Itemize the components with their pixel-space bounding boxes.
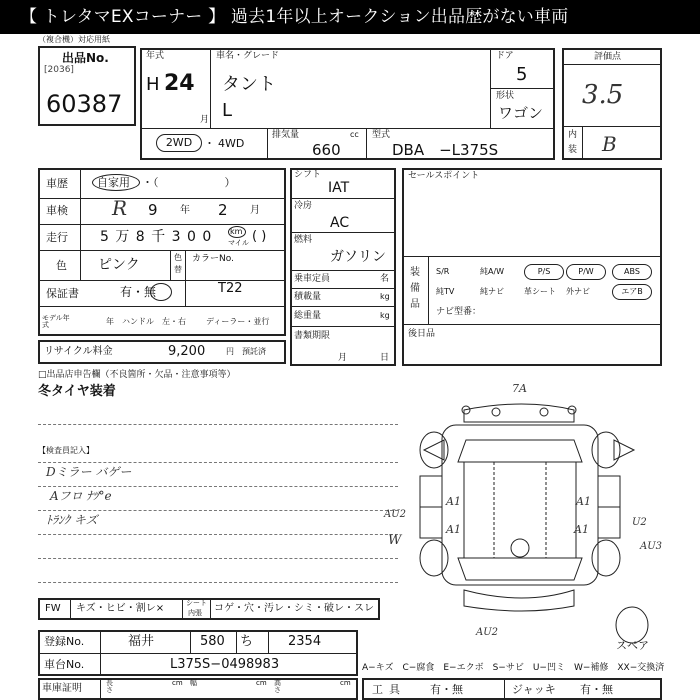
lot-number: 60387 bbox=[46, 90, 123, 118]
year-value: 24 bbox=[164, 71, 195, 96]
inspection-year: 9 bbox=[148, 201, 158, 219]
cert-length: 長さ bbox=[106, 679, 113, 694]
equipment-item: 純TV bbox=[436, 287, 455, 296]
declaration-value: 冬タイヤ装着 bbox=[38, 384, 116, 399]
warranty-value: 有・無 bbox=[120, 285, 157, 299]
cert-cm-1: cm bbox=[172, 679, 183, 687]
lot-stamp: [2036] bbox=[44, 65, 74, 75]
fw-items: キズ・ヒビ・割レ× bbox=[76, 603, 165, 614]
recycle-value: 9,200 bbox=[168, 344, 206, 359]
nav-model-label: ナビ型番： bbox=[436, 307, 482, 317]
inspection-year-unit: 年 bbox=[180, 205, 190, 216]
registration-num: 580 bbox=[200, 634, 225, 649]
sales-point-label: セールスポイント bbox=[408, 171, 480, 181]
body-type-value: ワゴン bbox=[498, 104, 544, 122]
model-year-handle: ハンドル 左・右 bbox=[122, 317, 186, 326]
capacity-unit: 名 bbox=[380, 274, 390, 284]
doors-label: ドア bbox=[496, 51, 514, 61]
interior-value: B bbox=[602, 132, 617, 156]
model-year-label: モデル年式 bbox=[42, 314, 70, 329]
model-code-value: DBA −L375S bbox=[392, 141, 499, 159]
inspection-month: 2 bbox=[218, 201, 228, 219]
doc-deadline-day: 日 bbox=[380, 353, 390, 363]
capacity-label: 乗車定員 bbox=[294, 274, 331, 284]
diagram-mark-3: A1 bbox=[446, 523, 461, 536]
inspector-label: 【検査員記入】 bbox=[38, 446, 94, 455]
registration-city: 福井 bbox=[128, 634, 155, 649]
equipment-label-2: 備 bbox=[410, 283, 420, 294]
registration-plate: 2354 bbox=[288, 634, 322, 649]
model-year-dealer: ディーラー・並行 bbox=[206, 317, 270, 326]
interior-label-2: 装 bbox=[568, 145, 578, 155]
equipment-item: ABS bbox=[612, 264, 652, 280]
equipment-label-3: 品 bbox=[410, 299, 420, 310]
year-label: 年式 bbox=[146, 51, 165, 61]
diagram-mark-4: A1 bbox=[574, 523, 589, 536]
model-name: タント bbox=[222, 74, 276, 95]
fw-label: FW bbox=[45, 603, 61, 614]
displacement-value: 660 bbox=[312, 141, 341, 159]
mileage-label: 走行 bbox=[46, 231, 68, 244]
color-value: ピンク bbox=[98, 257, 140, 273]
drive-sep: ・ bbox=[204, 137, 215, 150]
equipment-item: S/R bbox=[436, 267, 450, 276]
score-label: 評価点 bbox=[594, 52, 622, 62]
equipment-label-1: 装 bbox=[410, 267, 420, 278]
doc-deadline-month: 月 bbox=[338, 353, 348, 363]
tools-label: 工具 bbox=[372, 683, 406, 696]
equipment-item: 純A/W bbox=[480, 267, 505, 276]
inspection-label: 車検 bbox=[46, 204, 68, 217]
color-code: T22 bbox=[218, 281, 243, 296]
diagram-mark-front: 7A bbox=[512, 382, 527, 395]
aircon-label: 冷房 bbox=[294, 201, 313, 211]
spare-label: スペア bbox=[616, 639, 649, 652]
displacement-label: 排気量 bbox=[272, 130, 300, 140]
cert-height: 高さ bbox=[274, 679, 281, 694]
cert-cm-2: cm bbox=[256, 679, 267, 687]
history-rest: ・（ ） bbox=[142, 176, 236, 189]
banner-title: 【 トレタマEXコーナー 】 過去1年以上オークション出品歴がない車両 bbox=[0, 0, 700, 34]
car-diagram bbox=[384, 380, 674, 650]
inspector-note-2: Aフロ ﾅﾂ°e bbox=[50, 489, 112, 503]
lot-label: 出品No. bbox=[62, 51, 109, 65]
load-label: 積載量 bbox=[294, 292, 322, 302]
mileage-value: 5 万 8 千 3 0 0 bbox=[100, 229, 213, 245]
registration-kana: ち bbox=[240, 634, 254, 649]
aircon-value: AC bbox=[330, 215, 350, 231]
fuel-label: 燃料 bbox=[294, 235, 313, 245]
equipment-item: 純ナビ bbox=[480, 287, 504, 296]
cert-label: 車庫証明 bbox=[42, 683, 82, 694]
fw-sheet-2: 内張 bbox=[188, 609, 202, 617]
diagram-mark-7: U2 bbox=[632, 517, 647, 528]
inspector-note-1: Dミラー バゲー bbox=[46, 465, 132, 479]
form-note: （複合機）対応用紙 bbox=[38, 35, 110, 44]
arrival-label: 後日品 bbox=[408, 329, 436, 339]
score-value: 3.5 bbox=[582, 80, 624, 110]
vehicle-detail-box bbox=[38, 168, 286, 336]
grade-value: L bbox=[222, 100, 233, 121]
shift-value: IAT bbox=[328, 180, 350, 196]
cert-box bbox=[38, 678, 358, 700]
color-change-2: 替 bbox=[174, 265, 182, 274]
load-unit: kg bbox=[380, 292, 390, 301]
doors-value: 5 bbox=[516, 64, 528, 85]
interior-label-1: 内 bbox=[568, 130, 578, 140]
inspection-month-unit: 月 bbox=[250, 205, 260, 216]
drive-4wd: 4WD bbox=[218, 137, 245, 150]
model-code-label: 型式 bbox=[372, 130, 391, 140]
color-label: 色 bbox=[56, 259, 67, 272]
drive-2wd: 2WD bbox=[156, 134, 202, 152]
model-year-year: 年 bbox=[106, 317, 114, 326]
inspection-era: R bbox=[112, 196, 128, 220]
tools-value: 有・無 bbox=[430, 683, 463, 696]
name-label: 車名・グレード bbox=[216, 51, 280, 61]
year-month-mark: 月 bbox=[200, 115, 210, 125]
cert-cm-3: cm bbox=[340, 679, 351, 687]
gross-label: 総重量 bbox=[294, 311, 322, 321]
equipment-item: 革シート bbox=[524, 287, 556, 296]
recycle-unit: 円 預託済 bbox=[226, 347, 266, 356]
diagram-mark-6: W bbox=[388, 533, 402, 548]
color-code-label: カラーNo. bbox=[192, 254, 234, 264]
year-era: H bbox=[146, 74, 160, 95]
chassis-value: L375S−0498983 bbox=[170, 657, 280, 672]
history-value: 自家用 bbox=[97, 176, 130, 189]
mileage-unit-km: km bbox=[230, 227, 243, 236]
declaration-label: □出品店申告欄（不良箇所・欠品・注意事項等） bbox=[38, 370, 236, 380]
displacement-unit: cc bbox=[350, 130, 359, 139]
gross-unit: kg bbox=[380, 311, 390, 320]
cert-width: 幅 bbox=[190, 679, 197, 687]
diagram-mark-9: AU2 bbox=[476, 627, 499, 638]
equipment-item: P/W bbox=[566, 264, 606, 280]
fuel-value: ガソリン bbox=[330, 249, 386, 265]
diagram-mark-8: AU3 bbox=[640, 541, 663, 552]
doc-deadline-label: 書類期限 bbox=[294, 331, 331, 341]
history-label: 車歴 bbox=[46, 177, 68, 190]
color-change-1: 色 bbox=[174, 253, 182, 262]
diagram-mark-1: A1 bbox=[446, 495, 461, 508]
equipment-item: エアB bbox=[612, 284, 652, 300]
registration-label: 登録No. bbox=[44, 635, 85, 648]
warranty-label: 保証書 bbox=[46, 287, 79, 300]
inspector-note-3: ﾄﾗﾝｸ キズ bbox=[46, 513, 98, 527]
diagram-mark-5: AU2 bbox=[384, 509, 407, 520]
damage-legend: A−キズ C−腐食 E−エクボ S−サビ U−凹ミ W−補修 XX−交換済 bbox=[362, 663, 665, 673]
jack-label: ジャッキ bbox=[512, 683, 556, 696]
recycle-label: リサイクル料金 bbox=[44, 346, 113, 357]
equipment-item: 外ナビ bbox=[566, 287, 590, 296]
jack-value: 有・無 bbox=[580, 683, 613, 696]
body-type-label: 形状 bbox=[496, 91, 515, 101]
equipment-item: P/S bbox=[524, 264, 564, 280]
shift-label: シフト bbox=[294, 170, 322, 180]
fw-sheet-items: コゲ・穴・汚レ・シミ・破レ・スレ bbox=[214, 603, 374, 614]
chassis-label: 車台No. bbox=[44, 658, 85, 671]
mileage-unit-mile: マイル bbox=[228, 239, 249, 247]
fw-sheet-1: シート bbox=[186, 599, 207, 607]
diagram-mark-2: A1 bbox=[576, 495, 591, 508]
